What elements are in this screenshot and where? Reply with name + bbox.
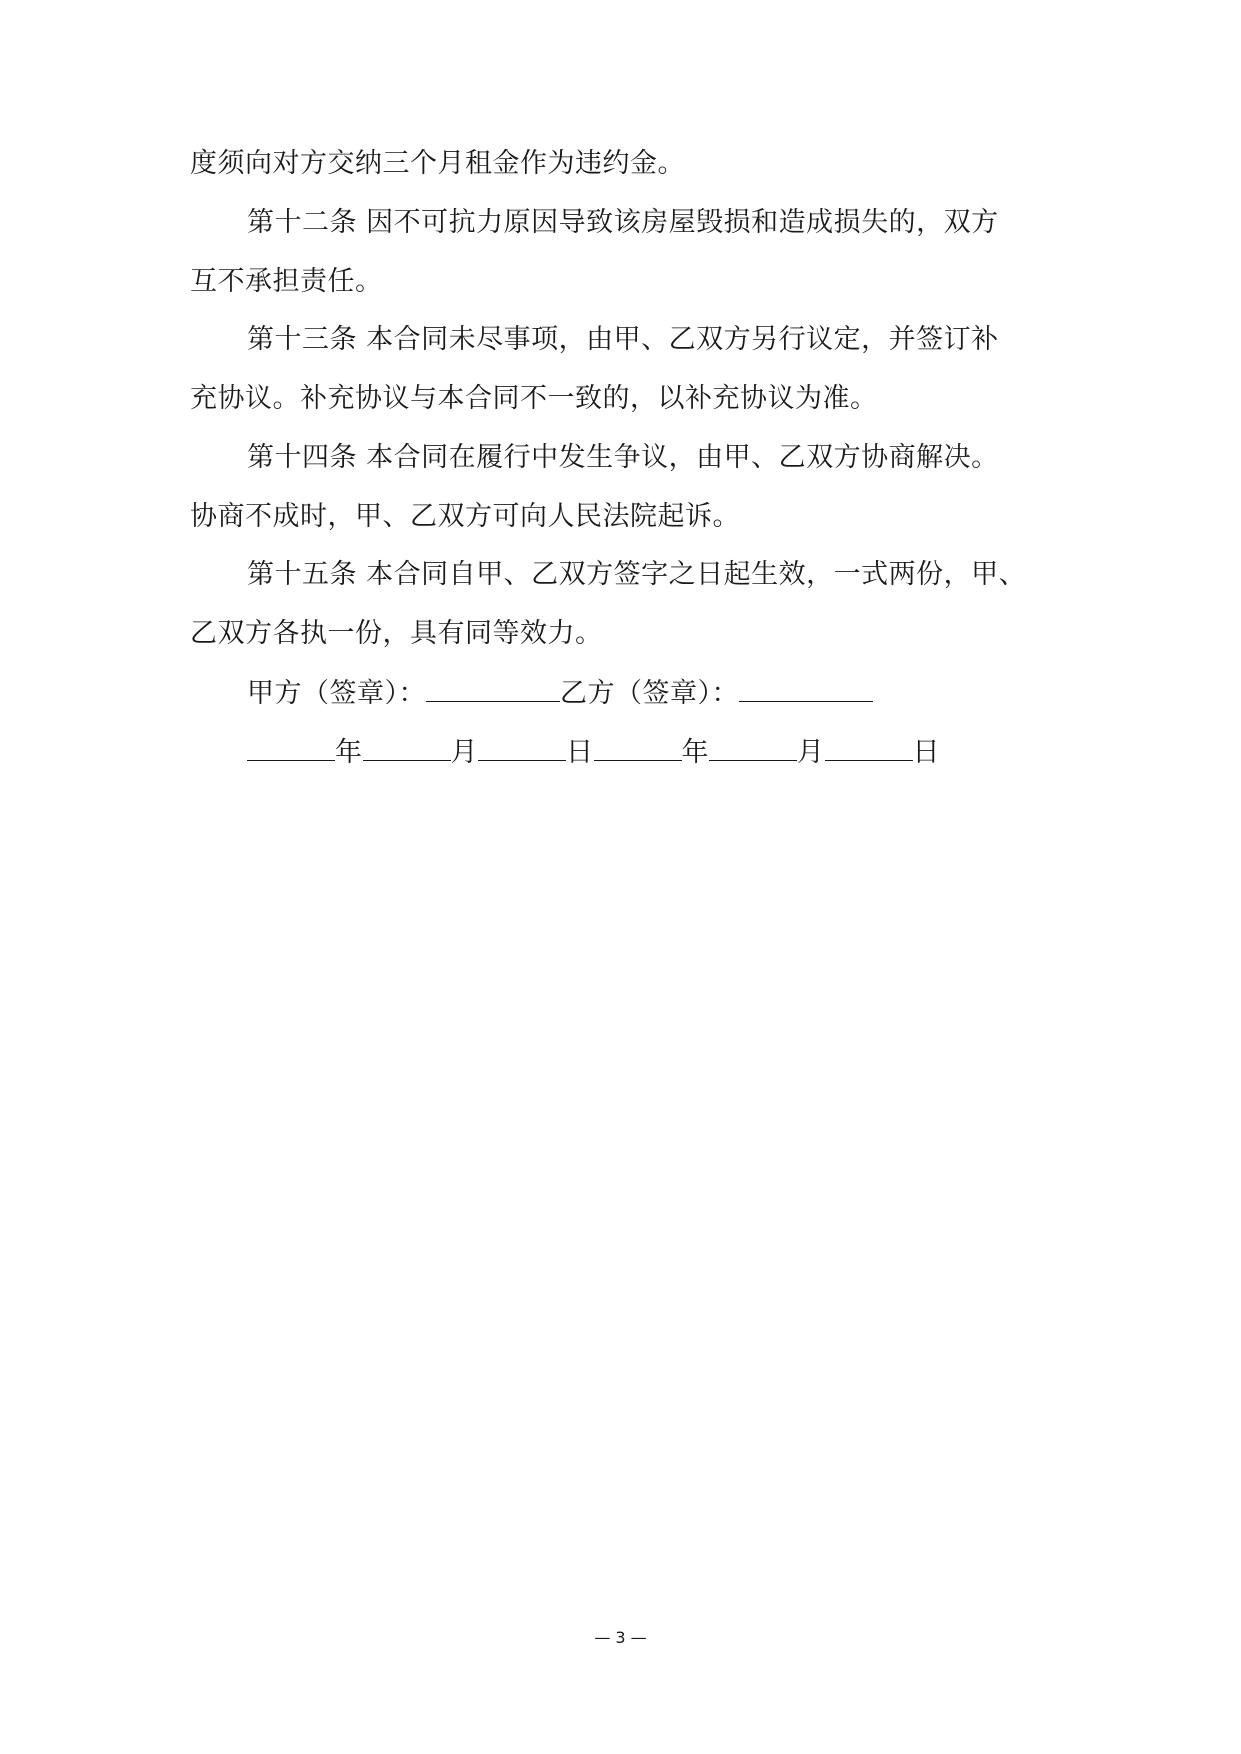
party-a-year-blank[interactable] xyxy=(247,734,335,761)
month-label: 月 xyxy=(450,737,478,768)
article-14-line2: 协商不成时，甲、乙双方可向人民法院起诉。 xyxy=(190,501,740,532)
article-13-line2: 充协议。补充协议与本合同不一致的，以补充协议为准。 xyxy=(190,383,878,414)
article-15-line1: 第十五条 本合同自甲、乙双方签字之日起生效，一式两份，甲、 xyxy=(247,559,1027,590)
party-a-day-blank[interactable] xyxy=(478,734,566,761)
party-b-year-blank[interactable] xyxy=(594,734,682,761)
article-15-line2: 乙双方各执一份，具有同等效力。 xyxy=(190,618,603,649)
article-12-line2: 互不承担责任。 xyxy=(190,266,383,297)
year-label: 年 xyxy=(335,737,363,768)
party-a-month-blank[interactable] xyxy=(363,734,451,761)
paragraph-line: 度须向对方交纳三个月租金作为违约金。 xyxy=(190,148,685,179)
party-b-day-blank[interactable] xyxy=(825,734,913,761)
article-12-line1: 第十二条 因不可抗力原因导致该房屋毁损和造成损失的，双方 xyxy=(247,207,999,238)
party-a-signature-label: 甲方（签章）： xyxy=(247,678,426,709)
page-number: — 3 — xyxy=(594,1628,647,1647)
signature-line xyxy=(247,675,873,712)
day-label: 日 xyxy=(912,737,940,768)
day-label: 日 xyxy=(566,737,594,768)
month-label: 月 xyxy=(797,737,825,768)
article-14-line1: 第十四条 本合同在履行中发生争议，由甲、乙双方协商解决。 xyxy=(247,442,999,473)
date-line xyxy=(247,734,940,771)
year-label: 年 xyxy=(681,737,709,768)
party-a-signature-blank[interactable] xyxy=(426,675,560,702)
party-b-signature-blank[interactable] xyxy=(739,675,873,702)
party-b-signature-label: 乙方（签章）： xyxy=(560,678,739,709)
article-13-line1: 第十三条 本合同未尽事项，由甲、乙双方另行议定，并签订补 xyxy=(247,324,999,355)
party-b-month-blank[interactable] xyxy=(709,734,797,761)
